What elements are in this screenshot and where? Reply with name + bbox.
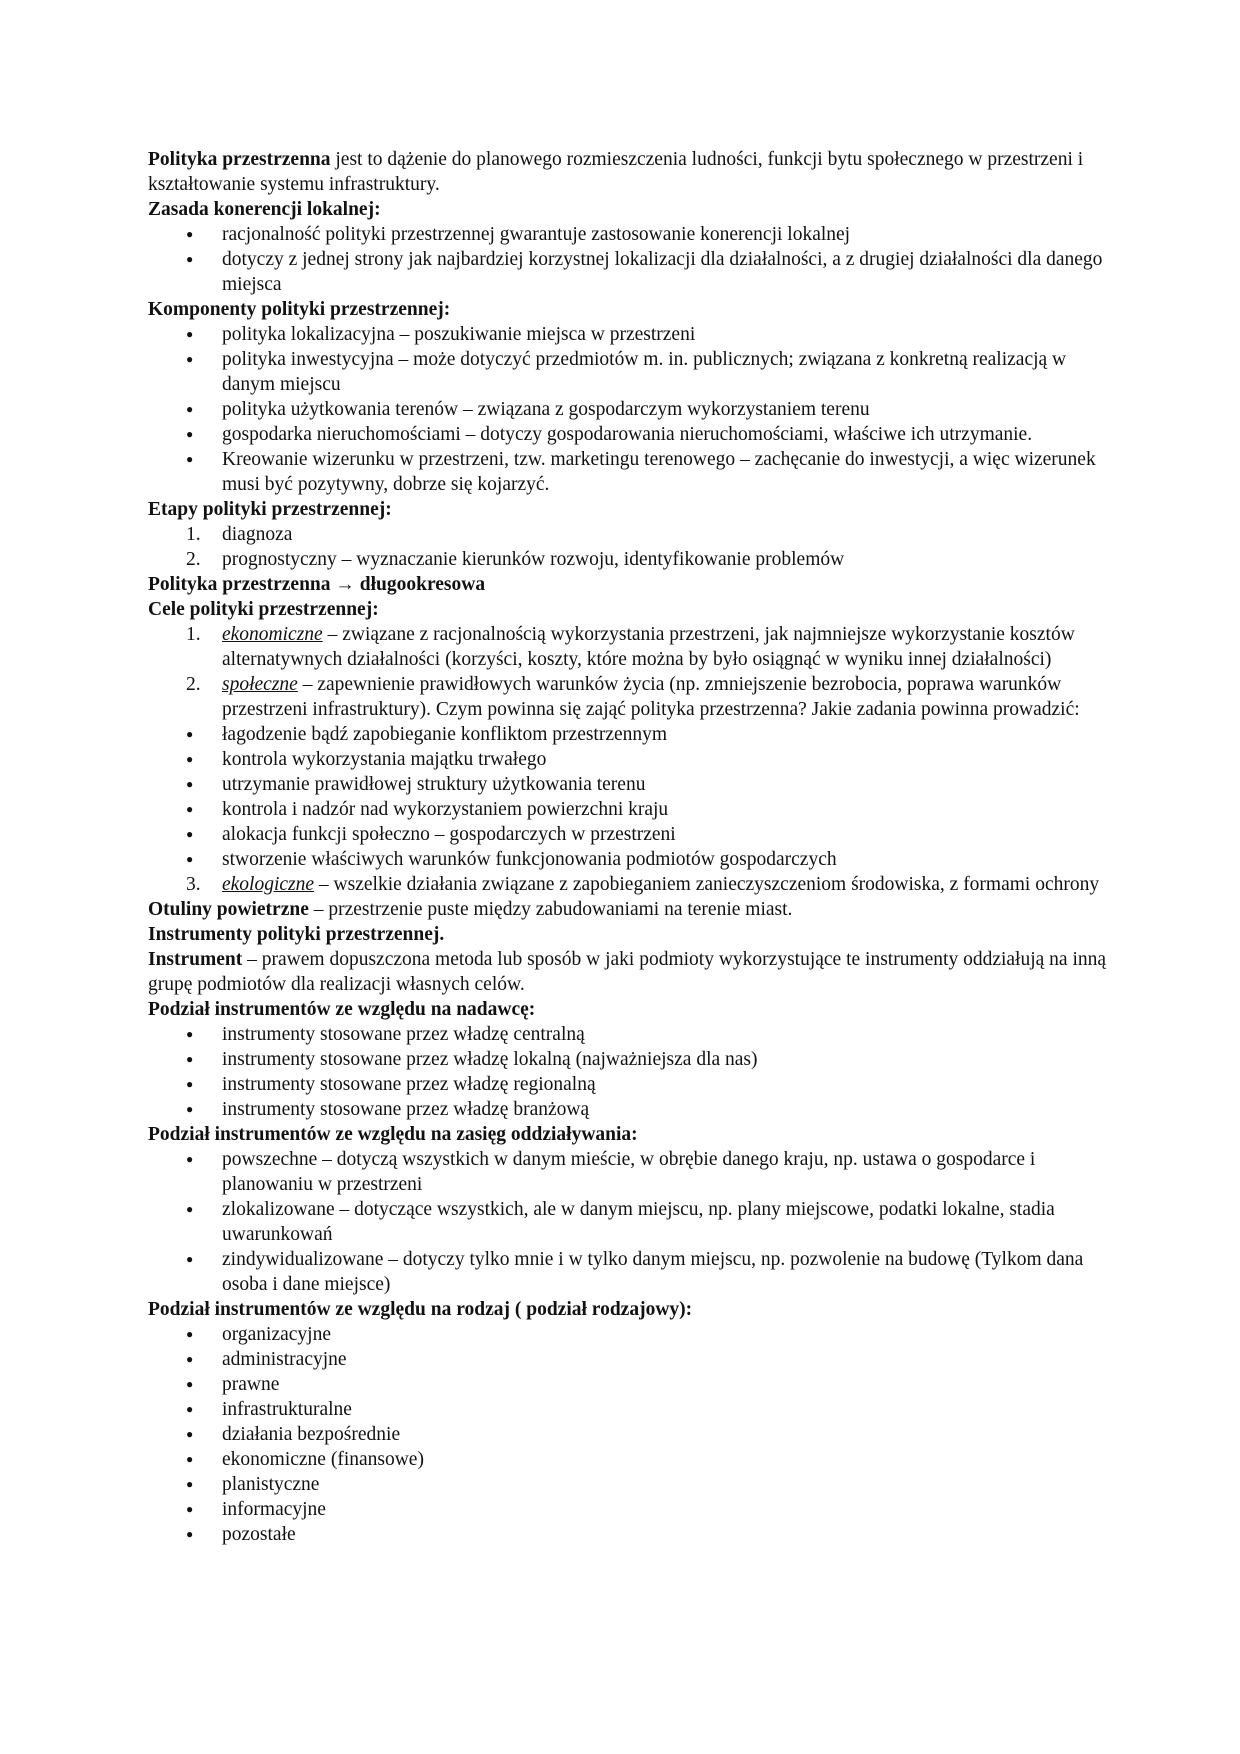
bullet-icon (186, 1372, 210, 1399)
list-item: ● utrzymanie prawidłowej struktury użytkowania terenu (148, 772, 1108, 797)
list-item: ● instrumenty stosowane przez władzę centralną (148, 1022, 1108, 1047)
definition-paragraph: Otuliny powietrzne – przestrzenie puste między zabudowaniami na terenie miast. (148, 899, 793, 920)
list-item: ● kontrola i nadzór nad wykorzystaniem powierzchni kraju (148, 797, 1108, 822)
list-item: ● dotyczy z jednej strony jak najbardziej korzystnej lokalizacji dla działalności, a z drugiej działalności dla danego miejsca (148, 247, 1108, 297)
bullet-icon (186, 822, 210, 849)
list-item: ● planistyczne (148, 1472, 1108, 1497)
list-item: ● prawne (148, 1372, 1108, 1397)
bullet-icon (186, 1147, 210, 1174)
bullet-list (148, 1322, 1108, 1547)
bullet-icon (186, 1397, 210, 1424)
bullet-icon (186, 1522, 210, 1549)
list-item: ● ekonomiczne (finansowe) (148, 1447, 1108, 1472)
list-item: ● organizacyjne (148, 1322, 1108, 1347)
list-item: ● gospodarka nieruchomościami – dotyczy gospodarowania nieruchomościami, właściwe ich utrzymanie. (148, 422, 1108, 447)
list-number: 1. (186, 524, 201, 545)
bullet-icon (186, 422, 210, 449)
list-item: ● informacyjne (148, 1497, 1108, 1522)
list-item: ● administracyjne (148, 1347, 1108, 1372)
definition-term: Instrument (148, 949, 243, 970)
list-item: 3. ekologiczne – wszelkie działania związane z zapobieganiem zanieczyszczeniom środowiska, z formami ochrony (186, 874, 1100, 895)
numbered-list (148, 622, 1108, 722)
bullet-icon (186, 1047, 210, 1074)
bullet-icon (186, 747, 210, 774)
section-heading: Komponenty polityki przestrzennej: (148, 299, 451, 320)
definition-paragraph: Instrument – prawem dopuszczona metoda lub sposób w jaki podmioty wykorzystujące te instrumenty oddziałują na inną grupę podmiotów dla realizacji własnych celów. (148, 949, 1107, 995)
bullet-icon (186, 847, 210, 874)
bullet-list (148, 1147, 1108, 1297)
list-item: ● zindywidualizowane – dotyczy tylko mnie i w tylko danym miejscu, np. pozwolenie na budowę (Tylkom dana osoba i dane miejsce) (148, 1247, 1108, 1297)
bullet-icon (186, 1472, 210, 1499)
list-item: ● łagodzenie bądź zapobieganie konfliktom przestrzennym (148, 722, 1108, 747)
bullet-icon (186, 722, 210, 749)
list-item: ● instrumenty stosowane przez władzę branżową (148, 1097, 1108, 1122)
section-heading: Instrumenty polityki przestrzennej. (148, 924, 445, 945)
bullet-icon (186, 447, 210, 474)
section-heading: Podział instrumentów ze względu na nadawcę: (148, 999, 536, 1020)
document-page (148, 147, 1108, 1547)
bullet-icon (186, 1322, 210, 1349)
list-item: ● instrumenty stosowane przez władzę regionalną (148, 1072, 1108, 1097)
list-item: 1. diagnoza (186, 524, 293, 545)
section-heading: Zasada konerencji lokalnej: (148, 199, 381, 220)
bullet-icon (186, 1422, 210, 1449)
numbered-list (148, 872, 1108, 897)
definition-term: Otuliny powietrzne (148, 899, 309, 920)
bullet-icon (186, 1447, 210, 1474)
bullet-list (148, 722, 1108, 872)
section-heading: Podział instrumentów ze względu na rodzaj ( podział rodzajowy): (148, 1299, 693, 1320)
list-item: ● alokacja funkcji społeczno – gospodarczych w przestrzeni (148, 822, 1108, 847)
bullet-list (148, 1022, 1108, 1122)
list-item: ● stworzenie właściwych warunków funkcjonowania podmiotów gospodarczych (148, 847, 1108, 872)
list-item: ● działania bezpośrednie (148, 1422, 1108, 1447)
goal-term: ekonomiczne (222, 624, 323, 645)
bullet-icon (186, 247, 210, 274)
bullet-icon (186, 347, 210, 374)
list-item: 1. ekonomiczne – związane z racjonalnością wykorzystania przestrzeni, jak najmniejsze wykorzystanie kosztów alternatywnych działalności (korzyści, koszty, które można by było osiągnąć w wyniku innej działalności) (186, 624, 1075, 670)
bullet-icon (186, 1097, 210, 1124)
list-item: ● polityka lokalizacyjna – poszukiwanie miejsca w przestrzeni (148, 322, 1108, 347)
bullet-icon (186, 322, 210, 349)
bullet-icon (186, 1497, 210, 1524)
section-heading: Cele polityki przestrzennej: (148, 599, 379, 620)
bullet-icon (186, 222, 210, 249)
bullet-list (148, 222, 1108, 297)
intro-term: Polityka przestrzenna (148, 149, 331, 170)
list-number: 1. (186, 624, 201, 645)
goal-term: ekologiczne (222, 874, 315, 895)
bullet-icon (186, 772, 210, 799)
list-item: ● pozostałe (148, 1522, 1108, 1547)
list-item: ● zlokalizowane – dotyczące wszystkich, ale w danym miejscu, np. plany miejscowe, podatki lokalne, stadia uwarunkowań (148, 1197, 1108, 1247)
bullet-icon (186, 1022, 210, 1049)
bullet-icon (186, 797, 210, 824)
list-number: 2. (186, 674, 201, 695)
bullet-icon (186, 1197, 210, 1224)
bullet-icon (186, 1247, 210, 1274)
section-heading: Etapy polityki przestrzennej: (148, 499, 392, 520)
bullet-icon (186, 1072, 210, 1099)
list-item: ● infrastrukturalne (148, 1397, 1108, 1422)
numbered-list (148, 522, 1108, 572)
list-item: ● polityka inwestycyjna – może dotyczyć przedmiotów m. in. publicznych; związana z konkretną realizacją w danym miejscu (148, 347, 1108, 397)
list-item: 2. prognostyczny – wyznaczanie kierunków rozwoju, identyfikowanie problemów (186, 549, 845, 570)
bullet-list (148, 322, 1108, 497)
bullet-icon (186, 1347, 210, 1374)
intro-text: jest to dążenie do planowego rozmieszczenia ludności, funkcji bytu społecznego w przestrzeni i kształtowanie systemu infrastruktury. (148, 149, 1084, 195)
intro-paragraph (148, 147, 1108, 197)
list-item: ● polityka użytkowania terenów – związana z gospodarczym wykorzystaniem terenu (148, 397, 1108, 422)
list-item: ● kontrola wykorzystania majątku trwałego (148, 747, 1108, 772)
list-item: ● racjonalność polityki przestrzennej gwarantuje zastosowanie konerencji lokalnej (148, 222, 1108, 247)
list-item: ● instrumenty stosowane przez władzę lokalną (najważniejsza dla nas) (148, 1047, 1108, 1072)
list-number: 3. (186, 874, 201, 895)
list-item: ● powszechne – dotyczą wszystkich w danym mieście, w obrębie danego kraju, np. ustawa o gospodarce i planowaniu w przestrzeni (148, 1147, 1108, 1197)
bullet-icon (186, 397, 210, 424)
list-item: 2. społeczne – zapewnienie prawidłowych warunków życia (np. zmniejszenie bezrobocia, poprawa warunków przestrzeni infrastruktury). Czym powinna się zająć polityka przestrzenna? Jakie zadania powinna prowadzić: (186, 674, 1080, 720)
goal-term: społeczne (222, 674, 298, 695)
section-heading: Podział instrumentów ze względu na zasięg oddziaływania: (148, 1124, 638, 1145)
section-heading: Polityka przestrzenna → długookresowa (148, 574, 486, 595)
list-number: 2. (186, 549, 201, 570)
list-item: ● Kreowanie wizerunku w przestrzeni, tzw. marketingu terenowego – zachęcanie do inwestycji, a więc wizerunek musi być pozytywny, dobrze się kojarzyć. (148, 447, 1108, 497)
